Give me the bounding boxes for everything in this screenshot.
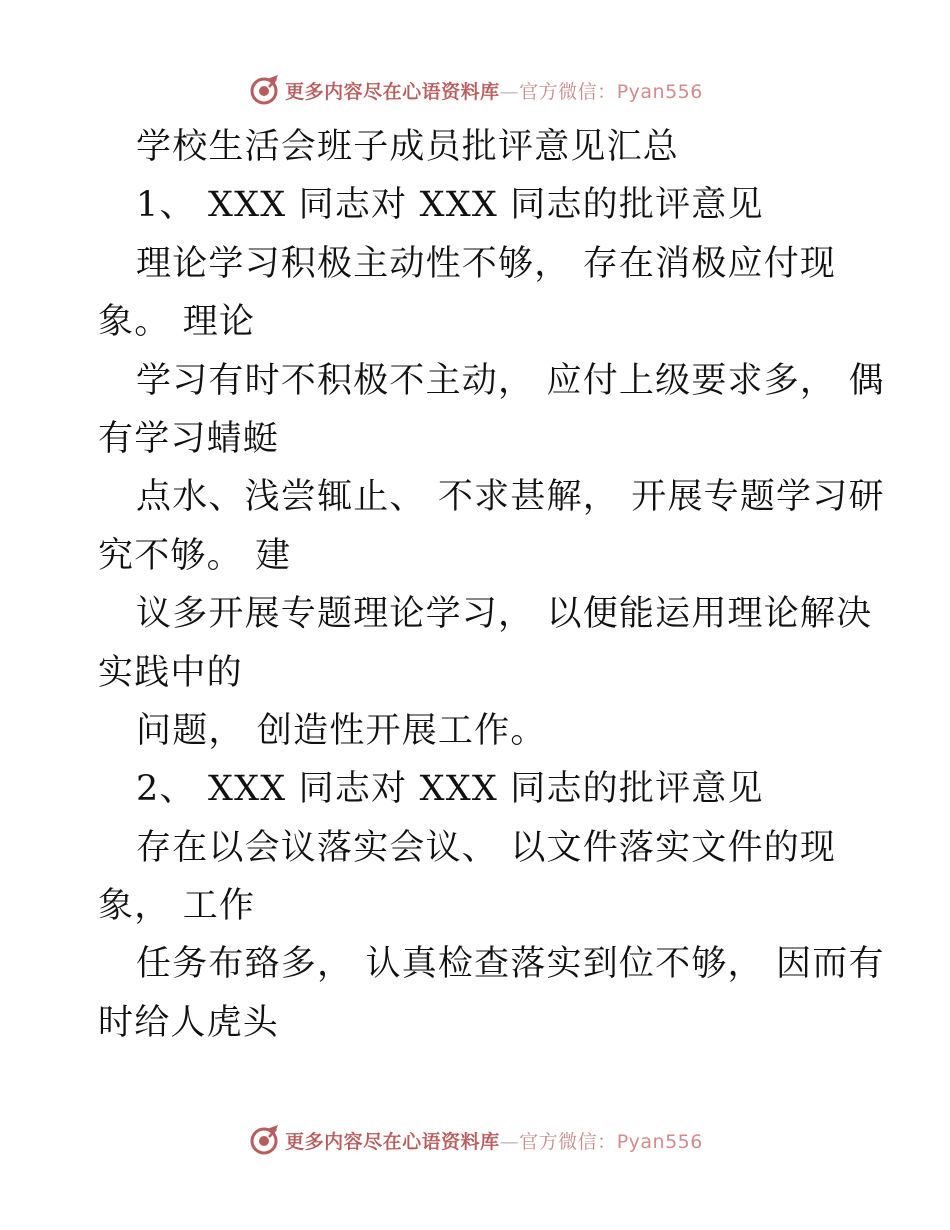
watermark-text <box>285 77 703 104</box>
text-line: 议多开展专题理论学习， 以便能运用理论解决 <box>136 594 873 635</box>
watermark-brand: 更多内容尽在心语资料库 <box>285 80 500 103</box>
text-line: 点水、浅尝辄止、 不求甚解， 开展专题学习研 <box>136 477 885 518</box>
watermark-text <box>285 1127 703 1154</box>
text-line: 实践中的 <box>98 652 243 693</box>
text-line: 理论学习积极主动性不够， 存在消极应付现 <box>136 243 837 284</box>
text-line: 问题， 创造性开展工作。 <box>136 710 547 751</box>
text-line: 象， 工作 <box>98 886 256 927</box>
doc-title: 学校生活会班子成员批评意见汇总 <box>136 127 680 167</box>
text-line: 有学习蜻蜓 <box>98 418 280 459</box>
watermark-account: Pyan556 <box>616 1130 703 1153</box>
watermark-wechat-label: 官方微信： <box>519 1130 617 1153</box>
brand-logo-icon <box>247 73 281 107</box>
footer-watermark <box>0 1120 950 1160</box>
text-line: 学习有时不积极不主动， 应付上级要求多， 偶 <box>136 360 885 401</box>
watermark-account: Pyan556 <box>616 80 703 103</box>
brand-logo-icon <box>247 1123 281 1157</box>
text-line: 象。 理论 <box>98 302 256 343</box>
section-heading-2: 2、 XXX 同志对 XXX 同志的批评意见 <box>136 769 764 810</box>
watermark-dash: — <box>499 80 520 103</box>
text-line: 存在以会议落实会议、 以文件落实文件的现 <box>136 827 837 868</box>
watermark-brand: 更多内容尽在心语资料库 <box>285 1130 500 1153</box>
text-line: 时给人虎头 <box>98 1002 280 1043</box>
text-line: 究不够。 建 <box>98 535 292 576</box>
header-watermark <box>0 70 950 110</box>
watermark-dash: — <box>499 1130 520 1153</box>
section-heading-1: 1、 XXX 同志对 XXX 同志的批评意见 <box>136 185 764 226</box>
watermark-wechat-label: 官方微信： <box>519 80 617 103</box>
text-line: 任务布臵多， 认真检查落实到位不够， 因而有 <box>136 944 885 985</box>
document-body <box>98 118 885 1052</box>
